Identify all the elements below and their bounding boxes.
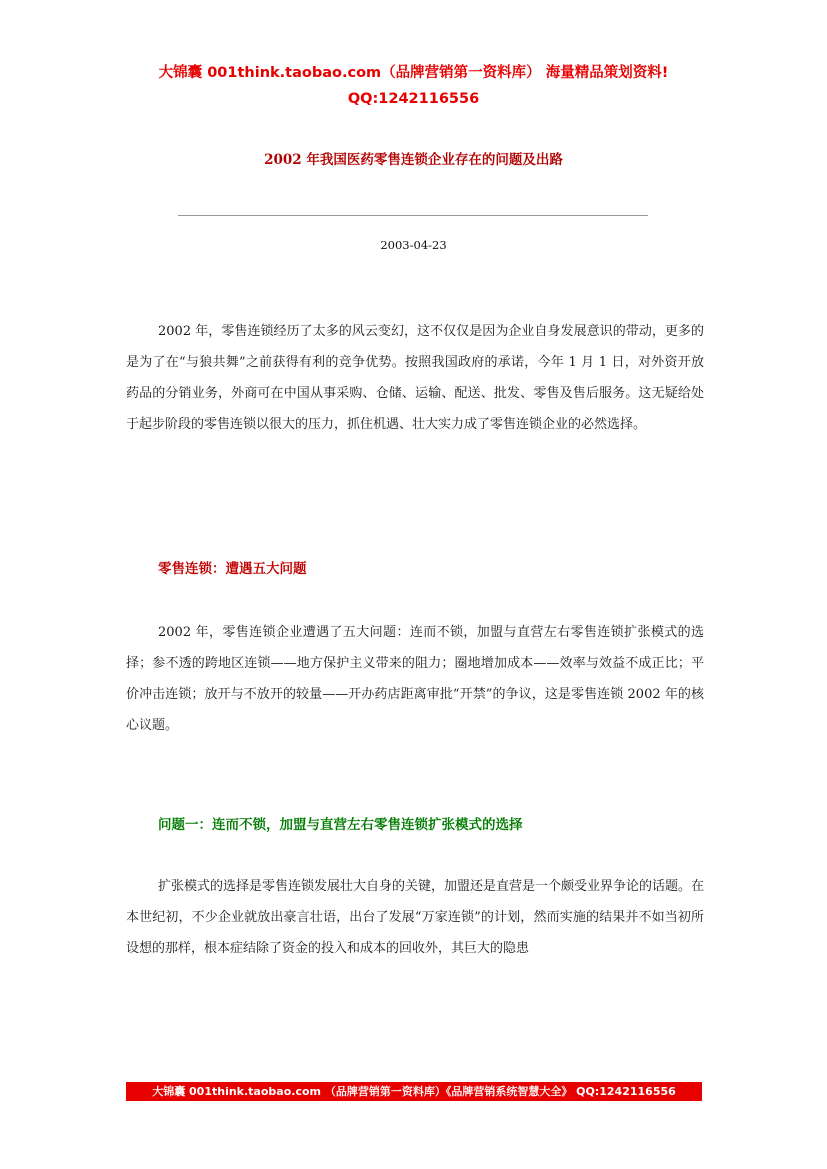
question-one-heading: 问题一：连而不锁，加盟与直营左右零售连锁扩张模式的选择: [158, 817, 523, 833]
title-divider: [178, 215, 648, 216]
paragraph-intro: 2002 年，零售连锁经历了太多的风云变幻，这不仅仅是因为企业自身发展意识的带动，更多的是为了在“与狼共舞”之前获得有利的竞争优势。按照我国政府的承诺，今年 1 月 1 日，对外资开放药品的分销业务，外商可在中国从事采购、仓储、运输、配送、批发、零售及售后服务。这无疑给处于起步阶段的零售连锁以很大的压力，抓住机遇、壮大实力成了零售连锁企业的必然选择。: [126, 324, 704, 432]
article-title: 2002 年我国医药零售连锁企业存在的问题及出路: [264, 152, 563, 168]
promo-banner-qq: QQ:1242116556: [347, 91, 480, 107]
article-date: 2003-04-23: [380, 238, 447, 252]
paragraph-expansion-model: 扩张模式的选择是零售连锁发展壮大自身的关键，加盟还是直营是一个颇受业界争论的话题。在本世纪初，不少企业就放出豪言壮语，出台了发展“万家连锁”的计划，然而实施的结果并不如当初所设想的那样，根本症结除了资金的投入和成本的回收外，其巨大的隐患: [126, 879, 705, 956]
section-heading: 零售连锁：遭遇五大问题: [158, 561, 307, 577]
paragraph-five-problems: 2002 年，零售连锁企业遭遇了五大问题：连而不锁，加盟与直营左右零售连锁扩张模式的选择；参不透的跨地区连锁——地方保护主义带来的阻力；圈地增加成本——效率与效益不成正比；平价冲击连锁；放开与不放开的较量——开办药店距离审批“开禁”的争议，这是零售连锁 2002 年的核心议题。: [126, 625, 704, 733]
footer-promo-bar: 大锦囊 001think.taobao.com （品牌营销第一资料库）《品牌营销系统智慧大全》 QQ:1242116556: [126, 1082, 702, 1101]
promo-banner-line1: 大锦囊 001think.taobao.com（品牌营销第一资料库） 海量精品策划资料!: [158, 65, 669, 81]
